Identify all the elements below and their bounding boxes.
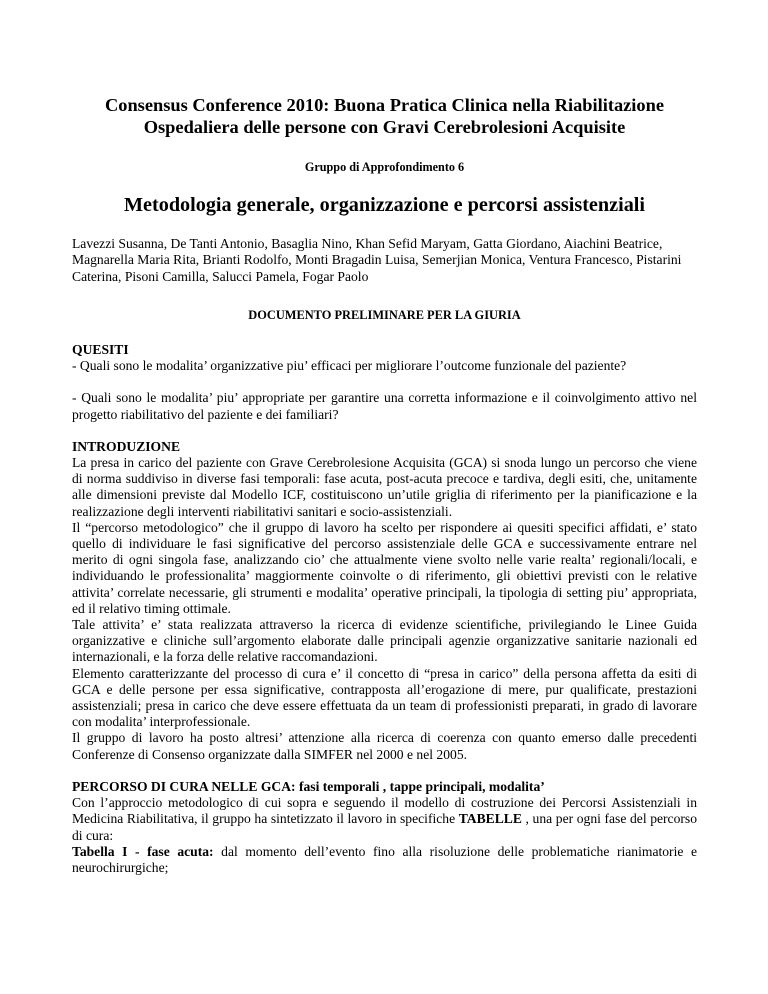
tabella-1-label: Tabella I - fase acuta: — [72, 843, 214, 859]
introduzione-heading: INTRODUZIONE — [72, 438, 181, 454]
intro-paragraph-4: Elemento caratterizzante del processo di cura e’ il concetto di “presa in carico” della persona affetta da esiti di GCA e delle persone per essa significative, contrapposta all’erogazione di mere, pur qualificate, prestazioni assistenziali; presa in carico che deve essere effettuata da un team di professionisti preparati, in grado di lavorare con modalita’ interprofessionale. — [72, 665, 697, 730]
intro-paragraph-3: Tale attivita’ e’ stata realizzata attraverso la ricerca di evidenze scientifiche, privilegiando le Linee Guida organizzative e cliniche sull’argomento elaborate dalle principali agenzie organizzative sanitarie nazionali ed internazionali, e la forza delle relative raccomandazioni. — [72, 617, 697, 665]
quesiti-heading: QUESITI — [72, 342, 129, 358]
question-2: - Quali sono le modalita’ piu’ appropriate per garantire una corretta informazione e il coinvolgimento attivo nel progetto riabilitativo del paziente e dei familiari? — [72, 390, 697, 422]
intro-paragraph-1: La presa in carico del paziente con Grave Cerebrolesione Acquisita (GCA) si snoda lungo un percorso che viene di norma suddiviso in diverse fasi temporali: fase acuta, post-acuta precoce e tardiva, degli esiti, che, unitamente alle dimensioni previste dal Modello ICF, costituiscono un’utile griglia di riferimento per la pianificazione e la realizzazione degli interventi riabilitativi sanitari e socio-assistenziali. — [72, 455, 697, 519]
intro-paragraph-5: Il gruppo di lavoro ha posto altresi’ attenzione alla ricerca di coerenza con quanto emerso dalle precedenti Conferenze di Consenso organizzate dalla SIMFER nel 2000 e nel 2005. — [72, 730, 697, 762]
tabella-1-item: Tabella I - fase acuta: dal momento dell’evento fino alla risoluzione delle problematiche rianimatorie e neurochirurgiche; — [72, 843, 698, 875]
authors-list: Lavezzi Susanna, De Tanti Antonio, Basaglia Nino, Khan Sefid Maryam, Gatta Giordano, Aiachini Beatrice, Magnarella Maria Rita, Brianti Rodolfo, Monti Bragadin Luisa, Semerjian Monica, Ventura Francesco, Pistarini Caterina, Pisoni Camilla, Salucci Pamela, Fogar Paolo — [72, 236, 682, 284]
question-1: - Quali sono le modalita’ organizzative piu’ efficaci per migliorare l’outcome funzionale del paziente? — [72, 358, 627, 374]
group-label: Gruppo di Approfondimento 6 — [304, 160, 465, 174]
tabelle-keyword: TABELLE — [458, 811, 522, 827]
percorso-paragraph: Con l’approccio metodologico di cui sopra e seguendo il modello di costruzione dei Percorsi Assistenziali in Medicina Riabilitativa, il gruppo ha sintetizzato il lavoro in specifiche TABELLE , una per ogni fase del percorso di cura: — [72, 795, 697, 843]
main-heading: Metodologia generale, organizzazione e percorsi assistenziali — [123, 194, 646, 217]
document-title: Consensus Conference 2010: Buona Pratica Clinica nella Riabilitazione Ospedaliera delle persone con Gravi Cerebrolesioni Acquisite — [104, 95, 665, 137]
percorso-heading: PERCORSO DI CURA NELLE GCA: fasi temporali , tappe principali, modalita’ — [72, 778, 545, 794]
document-page — [72, 0, 697, 876]
preliminary-document-label: DOCUMENTO PRELIMINARE PER LA GIURIA — [248, 307, 521, 322]
intro-paragraph-2: Il “percorso metodologico” che il gruppo di lavoro ha scelto per rispondere ai quesiti specifici affidati, e’ stato quello di individuare le fasi significative del percorso assistenziale delle GCA e successivamente entrare nel merito di ogni singola fase, analizzando cio’ che attualmente viene svolto nelle varie realta’ regionali/locali, e individuando le professionalita’ maggiormente coinvolte o di riferimento, gli obiettivi previsti con le relative attivita’ correlate necessarie, gli strumenti e modalita’ operative principali, la tipologia di setting piu’ appropriata, ed il relativo timing ottimale. — [72, 519, 697, 616]
